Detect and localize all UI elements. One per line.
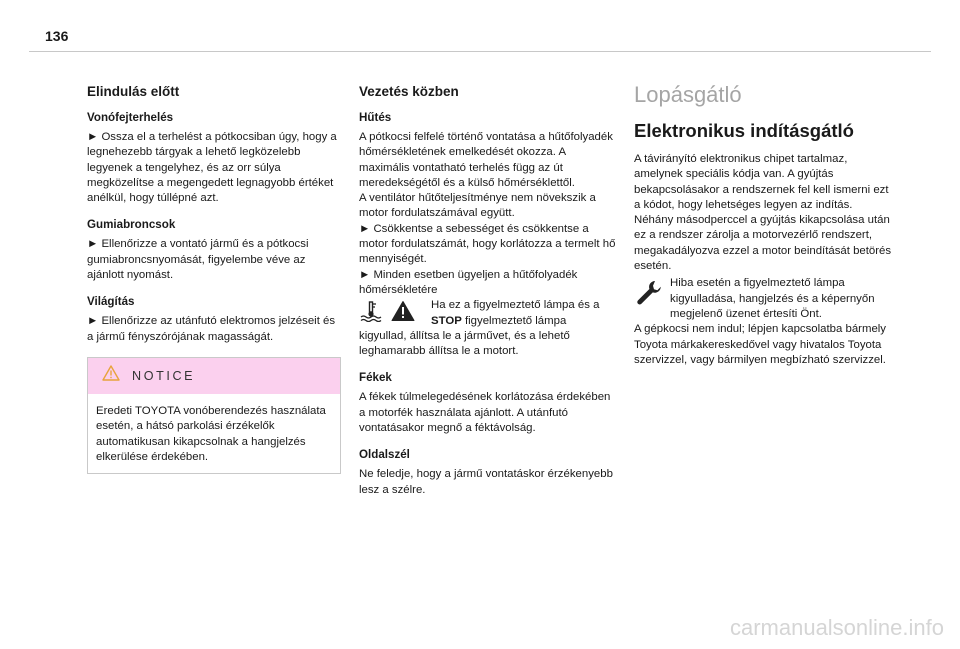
paragraph-fault-warning: Hiba esetén a figyelmeztető lámpa kigyulladása, hangjelzés és a képernyőn megjelenő üzenet értesíti Önt. xyxy=(670,277,875,320)
page-number: 136 xyxy=(45,28,69,44)
middle-column xyxy=(359,84,617,504)
paragraph-cooling-3: ► Csökkentse a sebességet és csökkentse a motor fordulatszámát, hogy korlátozza a termelt hő mennyiségét. xyxy=(359,222,616,266)
right-column xyxy=(634,84,894,368)
stop-label: STOP xyxy=(431,314,462,327)
left-column xyxy=(87,84,341,474)
subheading-crosswind: Oldalszél xyxy=(359,448,410,462)
header-divider xyxy=(29,51,931,52)
paragraph-cooling-1: A pótkocsi felfelé történő vontatása a hűtőfolyadék hőmérsékletének emelkedését okozza. A maximális vontatható terhelés függ az út meredekségétől és a külső hőmérséklettől. xyxy=(359,131,613,189)
subheading-lighting: Világítás xyxy=(87,295,135,309)
wrench-icon xyxy=(634,278,668,308)
warning-icons xyxy=(359,298,431,329)
subheading-cooling: Hűtés xyxy=(359,111,392,124)
paragraph-crosswind: Ne feledje, hogy a jármű vontatáskor érzékenyebb lesz a szélre. xyxy=(359,468,613,496)
fault-note xyxy=(634,276,894,322)
paragraph-tyres: ► Ellenőrizze a vontató jármű és a pótkocsi gumiabroncsnyomását, figyelembe véve az ajánlott nyomást. xyxy=(87,238,309,282)
subheading-tyres: Gumiabroncsok xyxy=(87,218,176,232)
coolant-warning-row xyxy=(359,298,617,329)
paragraph-towbar-load: ► Ossza el a terhelést a pótkocsiban úgy, hogy a legnehezebb tárgyak a lehető legközelebb legyenek a tengelyhez, és az orr súlya megközelítse a megengedett legnagyobb értéket anélkül, hogy túllépné azt. xyxy=(87,131,337,205)
paragraph-cooling-4: ► Minden esetben ügyeljen a hűtőfolyadék hőmérsékletére xyxy=(359,268,578,296)
paragraph-contact-dealer: A gépkocsi nem indul; lépjen kapcsolatba bármely Toyota márkakereskedővel vagy hivatalos Toyota szervizzel, vagy bármilyen megbízható szervizzel. xyxy=(634,323,887,366)
coolant-warning-text xyxy=(431,298,599,329)
section-title-immobiliser: Elektronikus indításgátló xyxy=(634,120,854,141)
paragraph-immobiliser-1: A távirányító elektronikus chipet tartalmaz, amelynek speciális kódja van. A gyújtás bekapcsolásakor a rendszernek fel kell ismerni ezt a kódot, hogy lehetséges legyen az indítás. xyxy=(634,153,889,211)
notice-box xyxy=(87,357,341,474)
warning-triangle-icon xyxy=(102,365,120,386)
watermark: carmanualsonline.info xyxy=(729,615,944,640)
section-heading-before-start: Elindulás előtt xyxy=(87,84,180,99)
chapter-title: Lopásgátló xyxy=(634,82,742,107)
subheading-brakes: Fékek xyxy=(359,371,392,385)
warning-text-line1: Ha ez a figyelmeztető lámpa és a xyxy=(431,299,600,312)
section-heading-while-driving: Vezetés közben xyxy=(359,84,459,99)
paragraph-brakes: A fékek túlmelegedésének korlátozása érdekében a motorfék használata ajánlott. A utánfutó vontatásakor megnő a féktávolság. xyxy=(359,391,611,435)
warning-text-line2: figyelmeztető lámpa xyxy=(461,314,567,327)
coolant-temperature-icon xyxy=(359,300,383,327)
warning-triangle-icon xyxy=(391,300,415,327)
paragraph-immobiliser-2: Néhány másodperccel a gyújtás kikapcsolása után ez a rendszer zárolja a motorvezérlő rendszert, megakadályozva ezzel a motor beindítását betörés esetén. xyxy=(634,214,892,273)
paragraph-lighting: ► Ellenőrizze az utánfutó elektromos jelzéseit és a jármű fényszórójának magasságát. xyxy=(87,315,336,343)
paragraph-cooling-2: A ventilátor hűtőteljesítménye nem növekszik a motor fordulatszámával együtt. xyxy=(359,192,596,220)
subheading-towbar-load: Vonófejterhelés xyxy=(87,111,174,124)
notice-text: Eredeti TOYOTA vonóberendezés használata esetén, a hátsó parkolási érzékelők automatikusan kikapcsolnak a hangjelzés elkerülése érdekében. xyxy=(96,404,326,463)
notice-title: NOTICE xyxy=(132,368,196,383)
paragraph-warning-continuation: kigyullad, állítsa le a járművet, és a lehető leghamarabb állítsa le a motort. xyxy=(359,329,570,358)
notice-header xyxy=(88,358,340,394)
